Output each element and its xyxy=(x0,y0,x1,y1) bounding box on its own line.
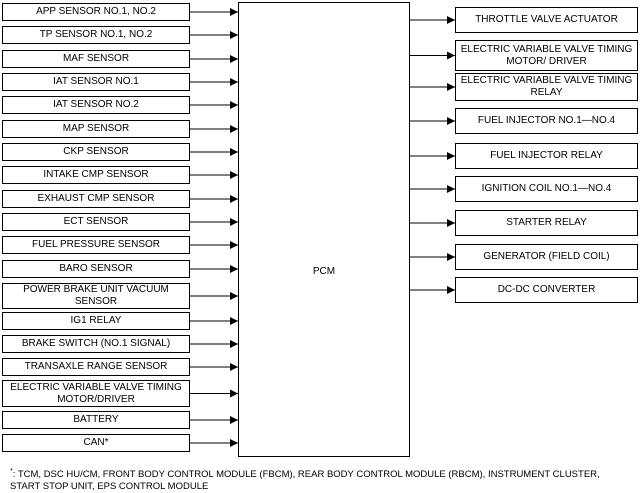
pcm-box xyxy=(238,2,410,457)
output-box: DC-DC CONVERTER xyxy=(455,277,638,303)
input-box: CKP SENSOR xyxy=(2,143,190,161)
input-box: EXHAUST CMP SENSOR xyxy=(2,190,190,208)
footnote-text: : TCM, DSC HU/CM, FRONT BODY CONTROL MODULE (FBCM), REAR BODY CONTROL MODULE (RBCM), INSTRUMENT CLUSTER, START STOP UNIT, EPS CONTROL MODULE xyxy=(10,469,600,493)
input-box: TP SENSOR NO.1, NO.2 xyxy=(2,26,190,44)
input-box: POWER BRAKE UNIT VACUUM SENSOR xyxy=(2,283,190,309)
input-box: MAP SENSOR xyxy=(2,120,190,138)
output-box: FUEL INJECTOR RELAY xyxy=(455,143,638,169)
output-box: IGNITION COIL NO.1—NO.4 xyxy=(455,176,638,202)
output-box: ELECTRIC VARIABLE VALVE TIMING RELAY xyxy=(455,73,638,101)
input-box: IG1 RELAY xyxy=(2,312,190,330)
input-box: BARO SENSOR xyxy=(2,260,190,278)
output-box: THROTTLE VALVE ACTUATOR xyxy=(455,7,638,33)
footnote xyxy=(10,466,630,493)
input-box: ELECTRIC VARIABLE VALVE TIMING MOTOR/DRIVER xyxy=(2,380,190,407)
output-box: FUEL INJECTOR NO.1—NO.4 xyxy=(455,108,638,134)
input-box: BATTERY xyxy=(2,411,190,429)
footnote-marker: * xyxy=(10,468,13,475)
input-box: ECT SENSOR xyxy=(2,213,190,231)
input-box: CAN* xyxy=(2,434,190,452)
input-box: APP SENSOR NO.1, NO.2 xyxy=(2,3,190,21)
output-box: GENERATOR (FIELD COIL) xyxy=(455,244,638,270)
pcm-label: PCM xyxy=(312,266,336,277)
input-box: FUEL PRESSURE SENSOR xyxy=(2,236,190,254)
input-box: INTAKE CMP SENSOR xyxy=(2,166,190,184)
input-box: MAF SENSOR xyxy=(2,50,190,68)
input-box: IAT SENSOR NO.1 xyxy=(2,73,190,91)
output-box: STARTER RELAY xyxy=(455,210,638,236)
input-box: IAT SENSOR NO.2 xyxy=(2,96,190,114)
input-box: BRAKE SWITCH (NO.1 SIGNAL) xyxy=(2,335,190,353)
output-box: ELECTRIC VARIABLE VALVE TIMING MOTOR/ DRIVER xyxy=(455,40,638,71)
input-box: TRANSAXLE RANGE SENSOR xyxy=(2,358,190,376)
